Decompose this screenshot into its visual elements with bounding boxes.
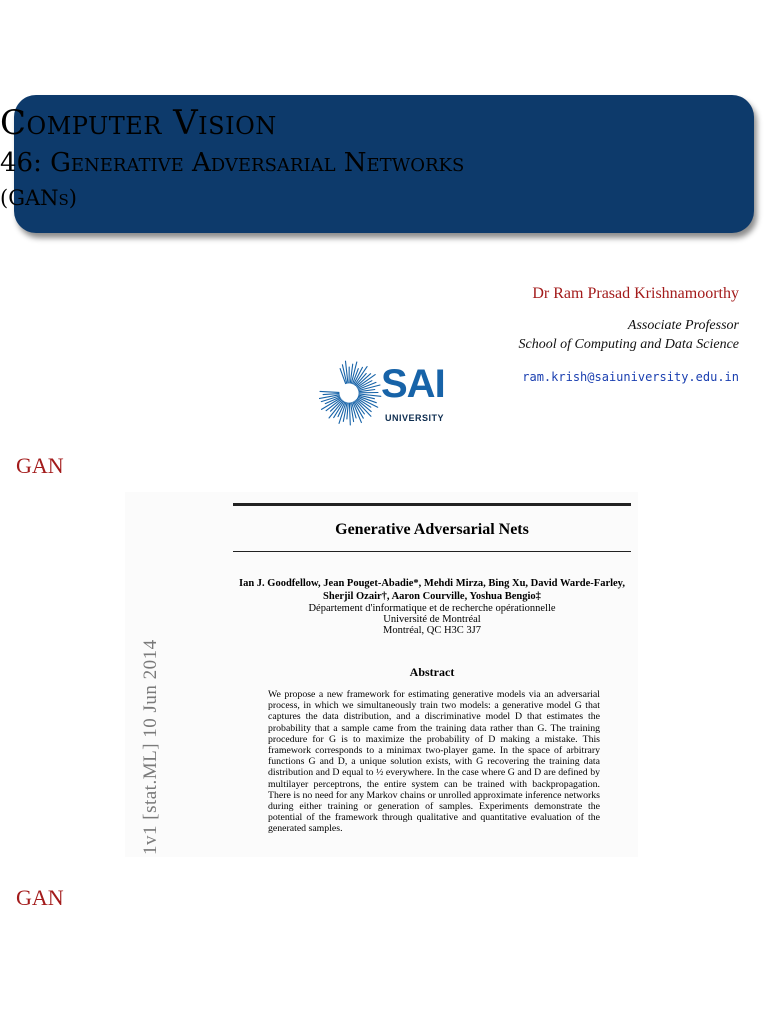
paper-affiliation-line1: Département d'informatique et de recherche opérationnelle <box>308 603 556 614</box>
author-email[interactable]: ram.krish@saiuniversity.edu.in <box>522 370 739 384</box>
author-affiliation <box>519 316 739 354</box>
logo-subtitle: UNIVERSITY <box>385 413 445 423</box>
slide-title: Computer Vision <box>0 103 277 143</box>
paper-affiliation-line2: Université de Montréal <box>383 614 481 625</box>
paper-authors <box>233 577 631 603</box>
paper-authors-line2: Sherjil Ozair†, Aaron Courville, Yoshua Bengio‡ <box>323 591 541 602</box>
logo-ray <box>323 394 339 395</box>
paper-affiliation-line3: Montréal, QC H3C 3J7 <box>383 625 481 636</box>
section-heading-gan: GAN <box>16 453 64 478</box>
abstract-heading: Abstract <box>409 665 455 679</box>
section-heading-gan-2: GAN <box>16 885 64 910</box>
slide-subtitle <box>0 148 768 178</box>
paper-title: Generative Adversarial Nets <box>335 521 529 538</box>
slide-subtitle-acronym: (GANs) <box>0 186 77 210</box>
author-department: School of Computing and Data Science <box>518 337 739 352</box>
lecture-topic: : Generative Adversarial Networks <box>33 148 465 178</box>
logo-ray <box>349 403 350 425</box>
title-rule-top <box>233 503 631 506</box>
paper-affiliation <box>233 603 631 636</box>
title-rule-bottom <box>233 551 631 552</box>
lecture-number: 46 <box>0 148 34 178</box>
logo-ray <box>320 391 339 392</box>
logo-name: SAI <box>381 362 445 406</box>
arxiv-identifier: 1v1 [stat.ML] 10 Jun 2014 <box>140 639 161 855</box>
logo-ray <box>347 403 348 419</box>
paper-authors-line1: Ian J. Goodfellow, Jean Pouget-Abadie*, Mehdi Mirza, Bing Xu, David Warde-Farley, <box>239 578 625 589</box>
abstract-text: We propose a new framework for estimating generative models via an adversarial process, in which we simultaneously train two models: a generative model G that captures the data distribution, and a discriminative model D that estimates the probability that a sample came from the training data rather than G. The training procedure for G is to maximize the probability of D making a mistake. This framework corresponds to a minimax two-player game. In the space of arbitrary functions G and D, a unique solution exists, with G recovering the training data distribution and D equal to ½ everywhere. In the case where G and D are defined by multilayer perceptrons, the entire system can be trained with backpropagation. There is no need for any Markov chains or unrolled approximate inference networks during either training or generation of samples. Experiments demonstrate the potential of the framework through qualitative and quantitative evaluation of the generated samples. <box>268 689 600 835</box>
author-name: Dr Ram Prasad Krishnamoorthy <box>532 285 739 302</box>
author-role: Associate Professor <box>627 318 739 333</box>
